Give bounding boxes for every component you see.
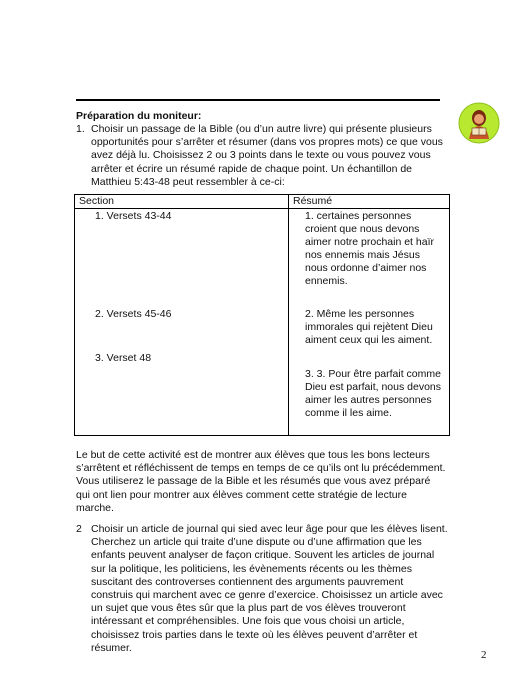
summary-table — [74, 194, 450, 436]
top-rule — [76, 99, 440, 101]
table-header-section: Section — [75, 195, 289, 209]
step-2-number: 2 — [76, 523, 82, 535]
section-item-1: 1. Versets 43-44 — [95, 210, 172, 222]
section-item-3: 3. Verset 48 — [95, 352, 152, 364]
summary-item-1: 1. certaines personnes croient que nous devons aimer notre prochain et haïr nos ennemis mais Jésus nous ordonne d’aimer nos ennemis. — [305, 210, 434, 287]
summary-item-2: 2. Même les personnes immorales qui rejètent Dieu aiment ceux qui les aiment. — [305, 308, 433, 346]
section-column — [75, 209, 289, 436]
step-2-text: Choisir un article de journal qui sied avec leur âge pour que les élèves lisent. Cherchez un article qui traite d’une dispute ou d’une affirmation que les enfants peuvent analyser de façon critique. Souvent les articles de journal sur la politique, les politiciens, les évènements récents ou les thèmes suscitant des controverses contiennent des arguments pauvrement construis qui marchent avec ce genre d’exercice. Choisissez un article avec un sujet que vous êtes sûr que la plus part de vos élèves trouveront intéressant et compréhensibles. Une fois que vous choisi un article, choisissez trois parties dans le texte où les élèves peuvent d’arrêter et résumer. — [91, 523, 448, 654]
summary-item-3: 3. 3. Pour être parfait comme Dieu est parfait, nous devons aimer les autres personnes comme il les aime. — [305, 368, 441, 419]
step-2 — [76, 523, 448, 655]
section-item-2: 2. Versets 45-46 — [95, 308, 172, 320]
page-number: 2 — [481, 649, 487, 661]
summary-column — [289, 209, 450, 436]
section-heading: Préparation du moniteur: — [76, 110, 202, 122]
step-1-text: Choisir un passage de la Bible (ou d’un autre livre) qui présente plusieurs opportunités pour s’arrêter et résumer (dans vos propres mots) ce que vous avez déjà lu. Choisissez 2 ou 3 points dans le texte ou vous pouvez vous arrêter et écrire un résumé rapide de chaque point. Un échantillon de Matthieu 5:43-48 peut ressembler à ce-ci: — [91, 123, 443, 188]
step-1 — [76, 123, 448, 189]
table-header-summary: Résumé — [289, 195, 450, 209]
step-1-number: 1. — [76, 123, 85, 135]
teacher-reading-icon — [457, 101, 501, 145]
activity-explanation: Le but de cette activité est de montrer aux élèves que tous les bons lecteurs s’arrêtent et réfléchissent de temps en temps de ce qu’ils ont lu précédemment. Vous utiliserez le passage de la Bible et les résumés que vous avez préparé qui ont lien pour montrer aux élèves comment cette stratégie de lecture marche. — [76, 449, 446, 514]
